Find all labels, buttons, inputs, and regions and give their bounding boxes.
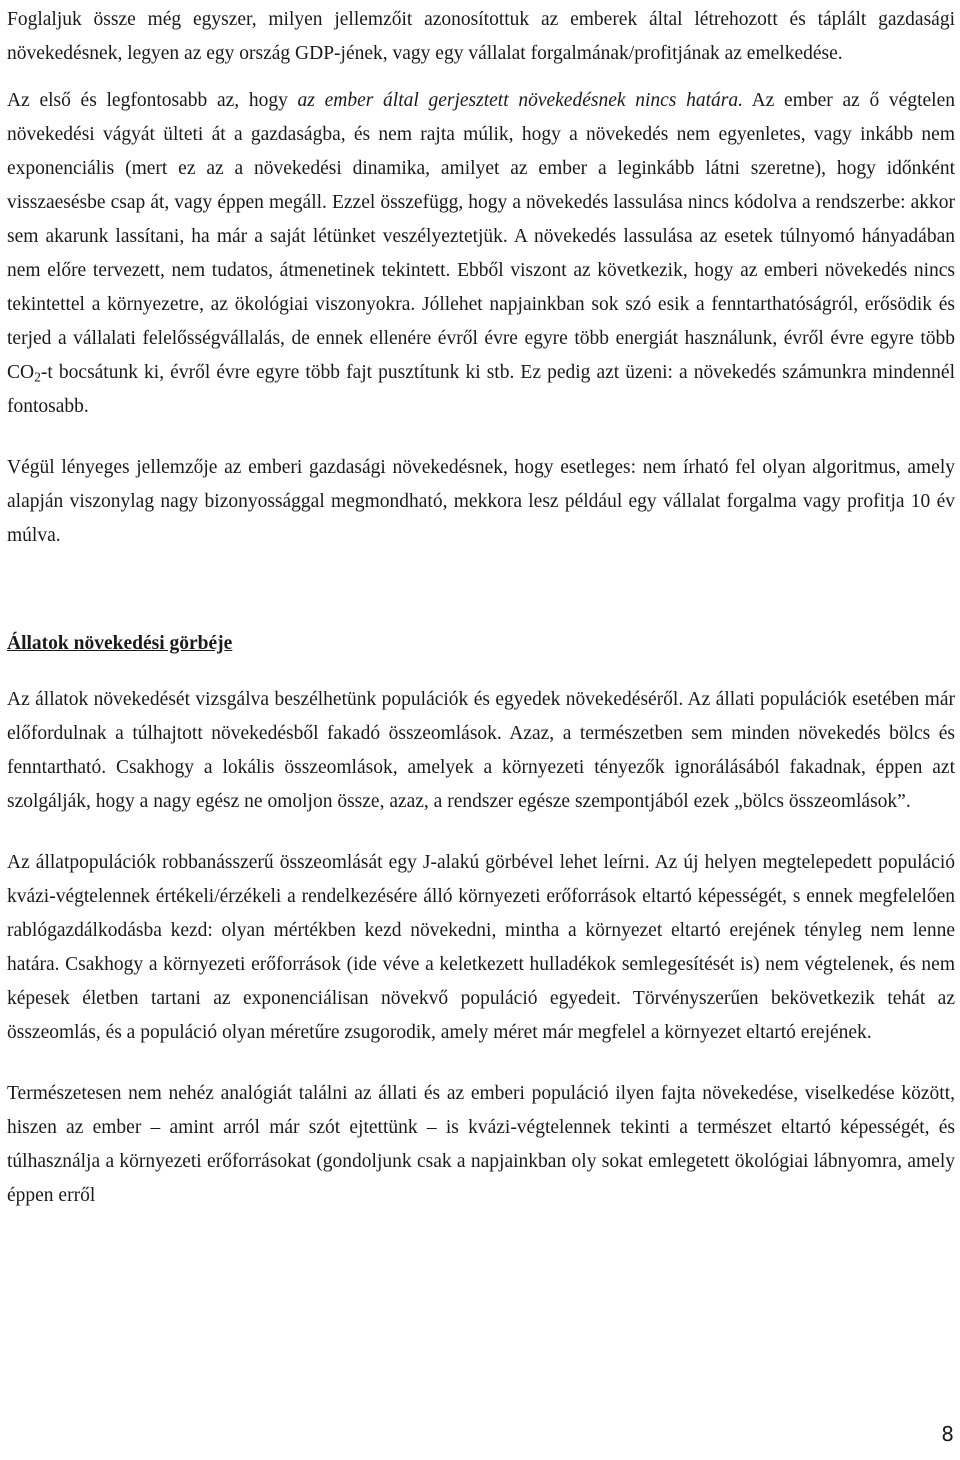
document-page [7,0,955,1213]
co2-subscript: 2 [34,369,41,385]
paragraph-animal-growth: Az állatok növekedését vizsgálva beszélhetünk populációk és egyedek növekedéséről. Az állati populációk esetében már előfordulnak a túlhajtott növekedésből fakadó összeomlások. Azaz, a természetben sem minden növekedés bölcs és fenntartható. Csakhogy a lokális összeomlások, amelyek a környezeti tényezők ignorálásából fakadnak, éppen azt szolgálják, hogy a nagy egész ne omoljon össze, azaz, a rendszer egésze szempontjából ezek „bölcs összeomlások”. [7,689,955,812]
paragraph-body-end: -t bocsátunk ki, évről évre egyre több fajt pusztítunk ki stb. Ez pedig azt üzeni: a növekedés számunkra mindennél fontosabb. [7,362,955,417]
paragraph-body: Az ember az ő végtelen növekedési vágyát ülteti át a gazdaságba, és nem rajta múlik, hogy a növekedés nem egyenletes, vagy inkább nem exponenciális (mert ez az a növekedési dinamika, amilyet az ember a leginkább látni szeretne), hogy időnként visszaesésbe csap át, vagy éppen megáll. Ezzel összefügg, hogy a növekedés lassulása nincs kódolva a rendszerbe: akkor sem akarunk lassítani, ha már a saját létünket veszélyeztetjük. A növekedés lassulása az esetek túlnyomó hányadában nem előre tervezett, nem tudatos, átmenetinek tekintett. Ebből viszont az következik, hogy az emberi növekedés nincs tekintettel a környezetre, az ökológiai viszonyokra. Jóllehet napjainkban sok szó esik a fenntarthatóságról, erősödik és terjed a vállalati felelősségvállalás, de ennek ellenére évről évre egyre több energiát használunk, évről évre egyre több CO [7,90,955,383]
paragraph-lead: Az első és legfontosabb az, hogy [7,90,298,111]
paragraph-contingency: Végül lényeges jellemzője az emberi gazdasági növekedésnek, hogy esetleges: nem írható fel olyan algoritmus, amely alapján viszonylag nagy bizonyossággal megmondható, mekkora lesz például egy vállalat forgalma vagy profitja 10 év múlva. [7,457,955,546]
emphasis-no-limit: az ember által gerjesztett növekedésnek nincs határa. [297,90,743,111]
paragraph-analogy: Természetesen nem nehéz analógiát találni az állati és az emberi populáció ilyen fajta növekedése, viselkedése között, hiszen az ember – amint arról már szót ejtettünk – is kvázi-végtelennek tekinti a természet eltartó képességét, és túlhasználja a környezeti erőforrásokat (gondoljunk csak a napjainkban oly sokat emlegetett ökológiai lábnyomra, amely éppen erről [7,1083,955,1206]
paragraph-first-characteristic [7,84,955,424]
paragraph-j-curve: Az állatpopulációk robbanásszerű összeomlását egy J-alakú görbével lehet leírni. Az új helyen megtelepedett populáció kvázi-végtelennek értékeli/érzékeli a rendelkezésére álló környezeti erőforrások eltartó képességét, s ennek megfelelően rablógazdálkodásba kezd: olyan mértékben kezd növekedni, mintha a környezet eltartó erejének tényleg nem lenne határa. Csakhogy a környezeti erőforrások (ide véve a keletkezett hulladékok semlegesítését is) nem végtelenek, és nem képesek életben tartani az exponenciálisan növekvő populáció egyedeit. Törvényszerűen bekövetkezik tehát az összeomlás, és a populáció olyan méretűre zsugorodik, amely méret már megfelel a környezet eltartó erejének. [7,852,955,1043]
page-number: 8 [941,1422,954,1446]
section-heading: Állatok növekedési görbéje [7,633,233,654]
paragraph-summary: Foglaljuk össze még egyszer, milyen jellemzőit azonosítottuk az emberek által létrehozott és táplált gazdasági növekedésnek, legyen az egy ország GDP-jének, vagy egy vállalat forgalmának/profitjának az emelkedése. [7,9,955,64]
